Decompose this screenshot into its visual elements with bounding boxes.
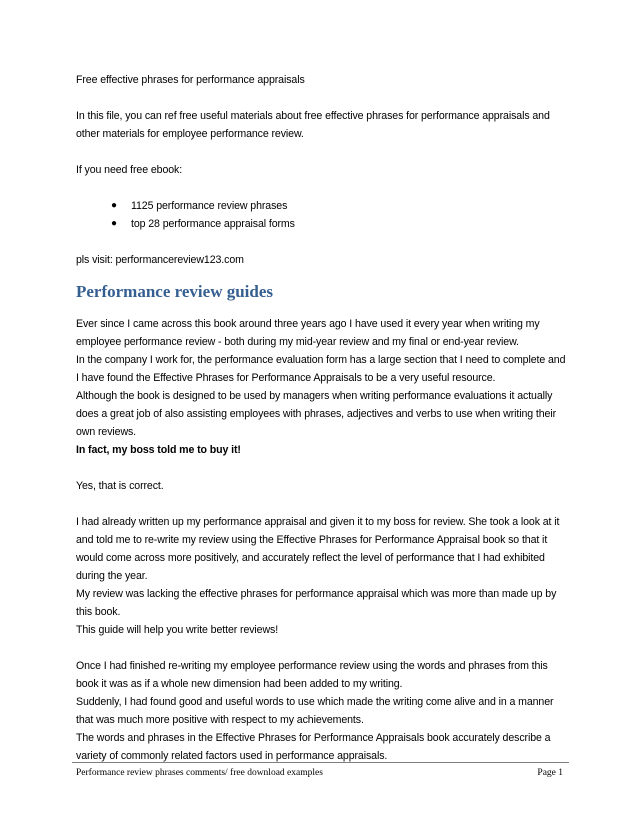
intro-title-line: Free effective phrases for performance appraisals: [76, 74, 305, 86]
paragraph-line: Although the book is designed to be used by managers when writing performance evaluations it actually does a great job of also assisting employees with phrases, adjectives and verbs to use when writing their own reviews.: [76, 390, 557, 438]
section-heading: Performance review guides: [76, 282, 274, 301]
confirm-line: Yes, that is correct.: [76, 480, 164, 492]
paragraph-line: In the company I work for, the performance evaluation form has a large section that I need to complete and I have found the Effective Phrases for Performance Appraisals to be a very useful resource.: [76, 354, 566, 384]
list-item: ● top 28 performance appraisal forms: [76, 215, 566, 233]
bold-statement: In fact, my boss told me to buy it!: [76, 444, 241, 456]
ebook-list: [76, 197, 566, 233]
page-content: [76, 71, 566, 765]
paragraph-line: This guide will help you write better reviews!: [76, 624, 279, 636]
paragraph-line: My review was lacking the effective phrases for performance appraisal which was more than made up by this book.: [76, 588, 557, 618]
footer-divider: [72, 762, 569, 763]
paragraph-line: Once I had finished re-writing my employee performance review using the words and phrases from this book it was as if a whole new dimension had been added to my writing.: [76, 660, 548, 690]
bullet-icon: ●: [111, 200, 117, 211]
paragraph-line: The words and phrases in the Effective Phrases for Performance Appraisals book accurately describe a variety of commonly related factors used in performance appraisals.: [76, 732, 551, 762]
paragraph-line: I had already written up my performance appraisal and given it to my boss for review. She took a look at it and told me to re-write my review using the Effective Phrases for Performance Appraisal book so that it would come across more positively, and accurately reflect the level of performance that I had exhibited during the year.: [76, 516, 560, 582]
list-item: ● 1125 performance review phrases: [76, 197, 566, 215]
paragraph-line: Suddenly, I had found good and useful words to use which made the writing come alive and in a manner that was much more positive with respect to my achievements.: [76, 696, 554, 726]
footer-title: Performance review phrases comments/ free download examples: [76, 768, 323, 778]
intro-description: In this file, you can ref free useful materials about free effective phrases for performance appraisals and other materials for employee performance review.: [76, 110, 550, 140]
paragraph-line: Ever since I came across this book around three years ago I have used it every year when writing my employee performance review - both during my mid-year review and my final or end-year review.: [76, 318, 540, 348]
bullet-icon: ●: [111, 218, 117, 229]
visit-line: pls visit: performancereview123.com: [76, 254, 244, 266]
page-number: Page 1: [537, 768, 563, 778]
ebook-prompt: If you need free ebook:: [76, 164, 183, 176]
